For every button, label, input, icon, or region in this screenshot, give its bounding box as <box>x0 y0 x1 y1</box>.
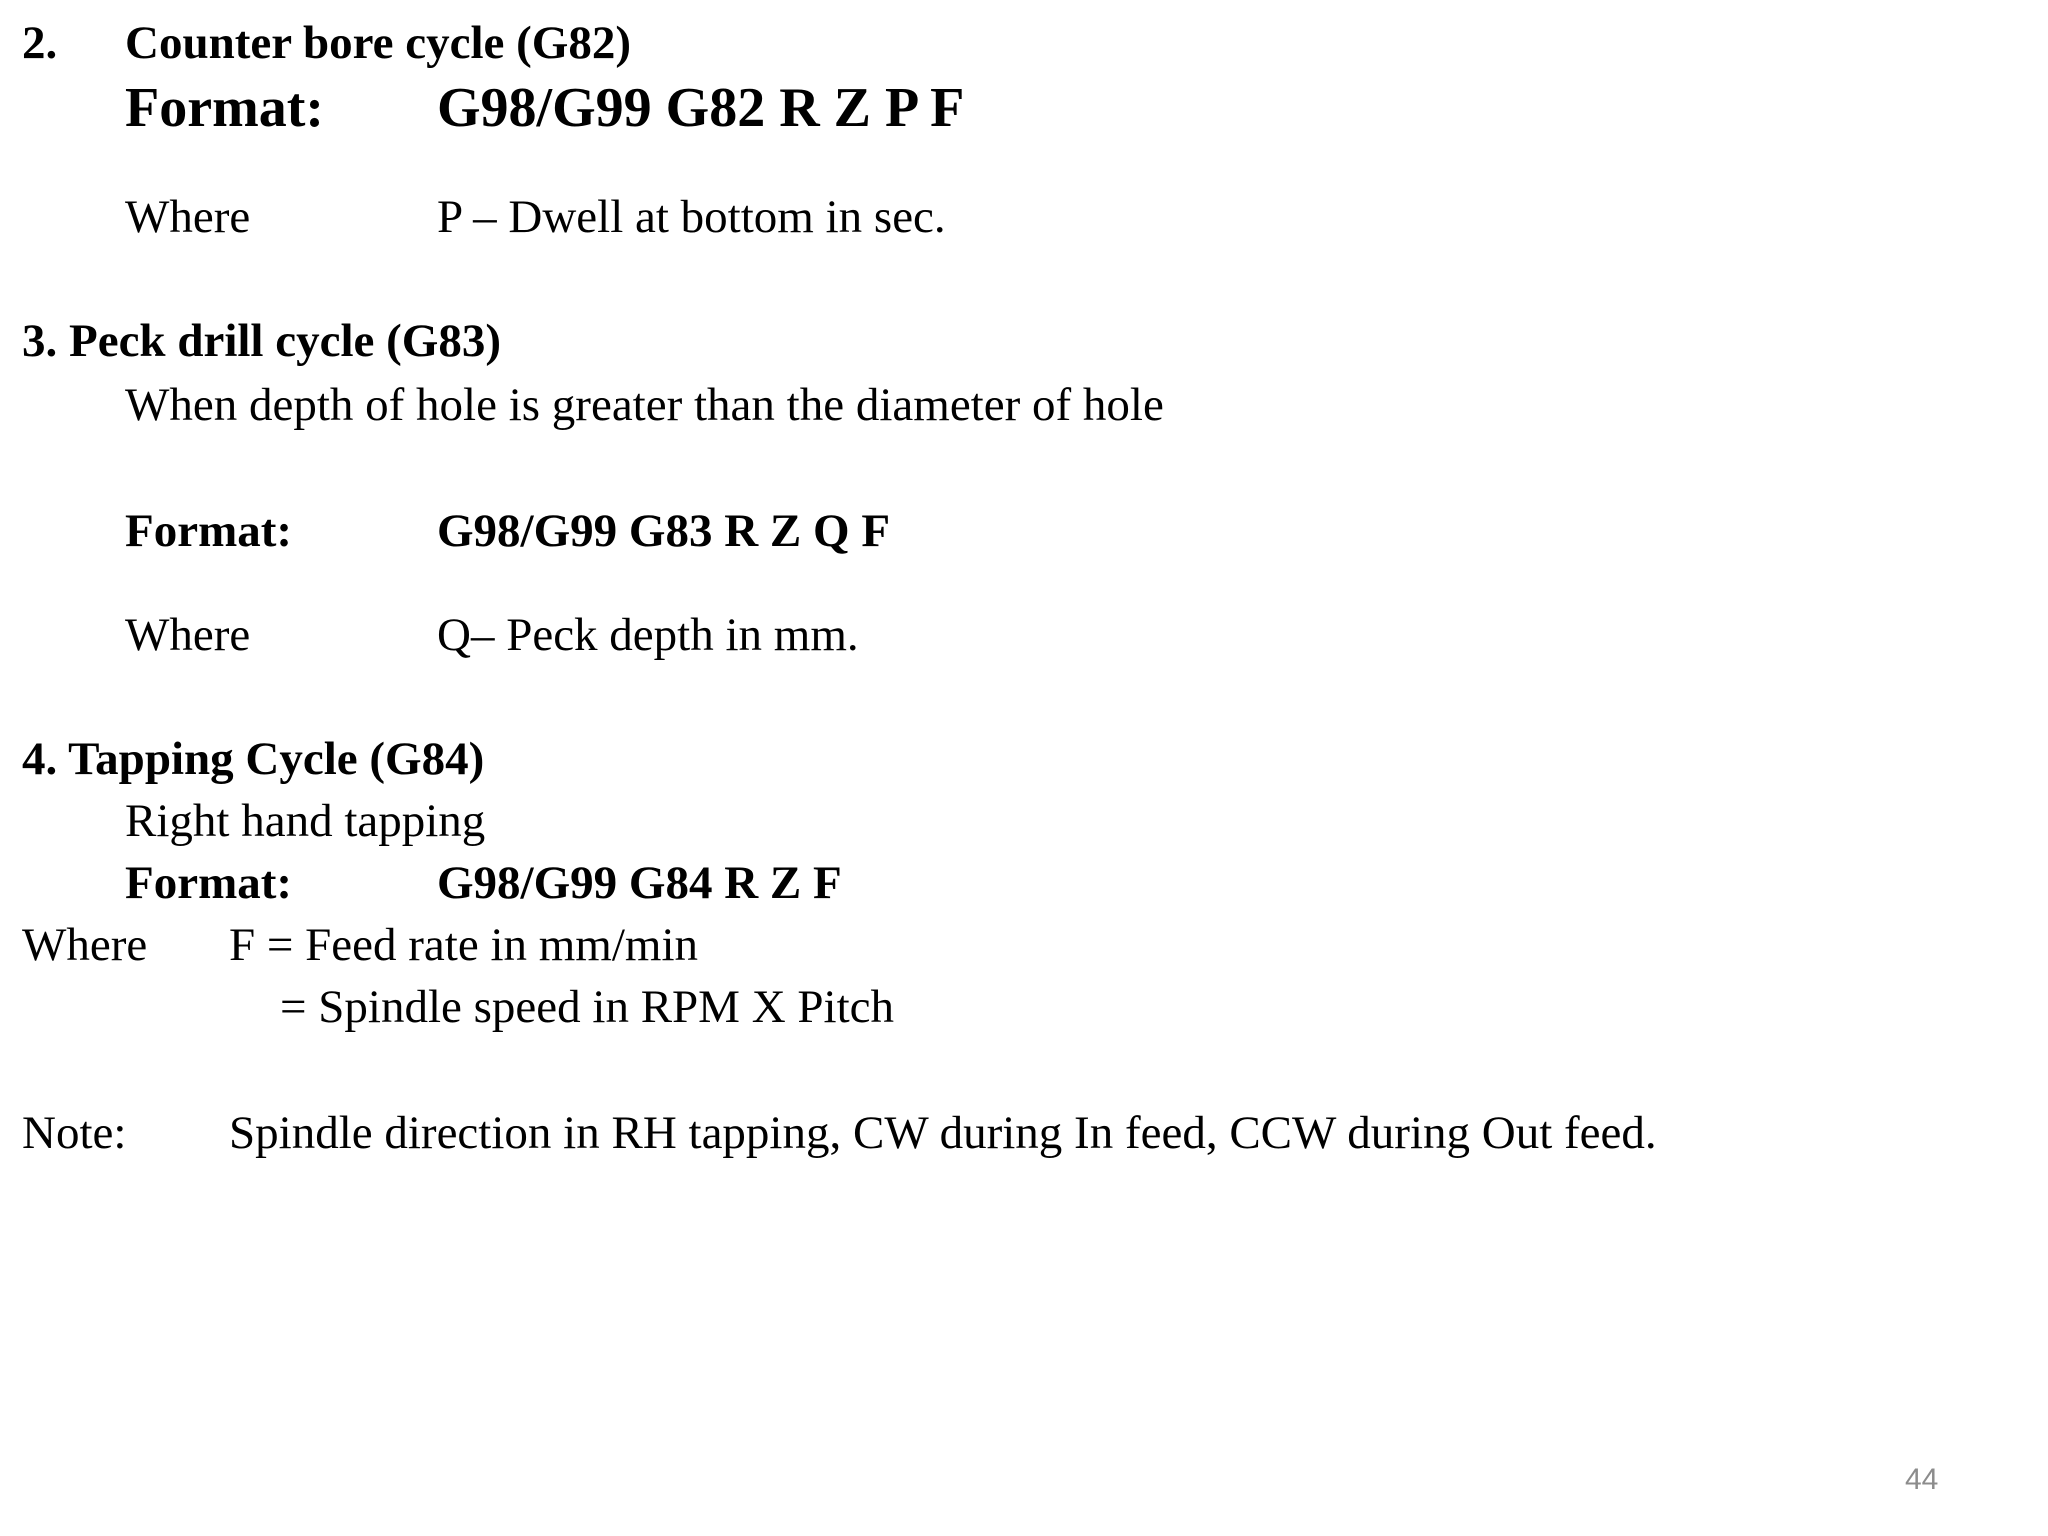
where-label-g84: Where <box>22 919 148 971</box>
description-g83: When depth of hole is greater than the diameter of hole <box>125 379 1164 431</box>
format-code-g82: G98/G99 G82 R Z P F <box>437 77 965 139</box>
heading-g82: Counter bore cycle (G82) <box>125 17 632 69</box>
where-line2-g84: = Spindle speed in RPM X Pitch <box>280 981 895 1033</box>
format-code-g84: G98/G99 G84 R Z F <box>437 857 842 909</box>
where-text-g83: Q– Peck depth in mm. <box>437 609 859 661</box>
format-label-g82: Format: <box>125 77 325 139</box>
page-number: 44 <box>1905 1463 1939 1496</box>
format-label-g84: Format: <box>125 857 293 909</box>
where-line1-g84: F = Feed rate in mm/min <box>229 919 699 971</box>
format-code-g83: G98/G99 G83 R Z Q F <box>437 505 891 557</box>
heading-g84: 4. Tapping Cycle (G84) <box>22 733 485 785</box>
note-text: Spindle direction in RH tapping, CW during In feed, CCW during Out feed. <box>229 1107 1657 1159</box>
where-label-g83: Where <box>125 609 251 661</box>
description-g84: Right hand tapping <box>125 795 486 847</box>
section-number-g82: 2. <box>22 17 58 69</box>
heading-g83: 3. Peck drill cycle (G83) <box>22 315 501 367</box>
format-label-g83: Format: <box>125 505 293 557</box>
note-label: Note: <box>22 1107 127 1159</box>
where-text-g82: P – Dwell at bottom in sec. <box>437 191 946 243</box>
where-label-g82: Where <box>125 191 251 243</box>
